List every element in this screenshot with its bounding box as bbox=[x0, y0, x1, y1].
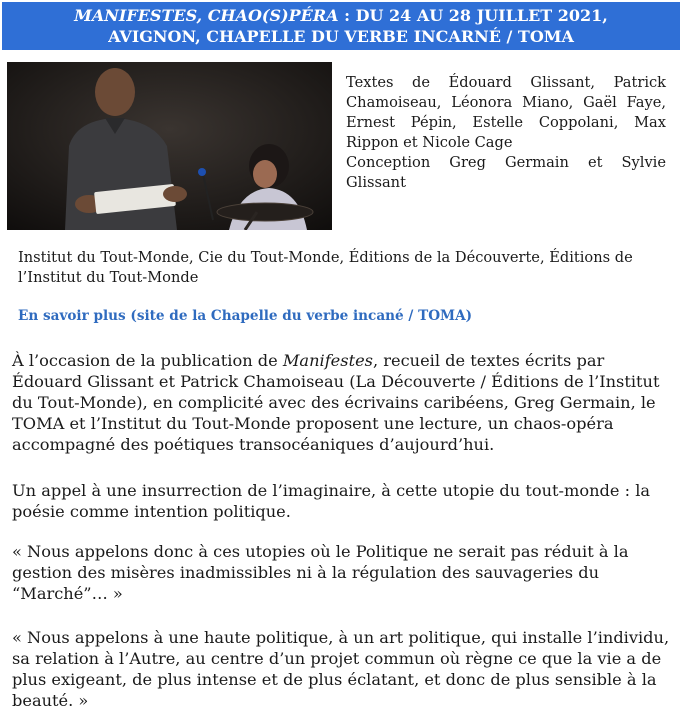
intro-text-a: À l’occasion de la publication de bbox=[12, 351, 283, 370]
header-line-2: AVIGNON, CHAPELLE DU VERBE INCARNÉ / TOMA bbox=[108, 27, 574, 46]
performance-photo bbox=[7, 62, 332, 230]
event-header bbox=[2, 2, 680, 50]
more-info-link[interactable]: En savoir plus (site de la Chapelle du verbe incané / TOMA) bbox=[18, 308, 473, 324]
performance-photo-icon bbox=[7, 62, 332, 230]
intro-title-manifestes: Manifestes bbox=[282, 351, 373, 370]
credits-conception: Conception Greg Germain et Sylvie Glissant bbox=[346, 154, 666, 191]
paragraph-appeal: Un appel à une insurrection de l’imaginaire, à cette utopie du tout-monde : la poésie comme intention politique. bbox=[12, 481, 651, 521]
header-line-1 bbox=[2, 5, 680, 26]
paragraph-quote-2: « Nous appelons à une haute politique, à un art politique, qui installe l’individu, sa relation à l’Autre, au centre d’un projet commun où règne ce que la vie a de plus exigeant, de plus intense et de plus éclatant, et donc de plus sensible à la beauté. » bbox=[12, 628, 670, 710]
paragraph-quote-1: « Nous appelons donc à ces utopies où le Politique ne serait pas réduit à la gestion des misères inadmissibles ni à la régulation des sauvageries du “Marché”… » bbox=[12, 542, 629, 603]
paragraph-intro bbox=[12, 350, 676, 455]
credits-block bbox=[346, 73, 666, 193]
header-title-italic: MANIFESTES, CHAO(S)PÉRA bbox=[74, 6, 339, 25]
header-title-rest: : DU 24 AU 28 JUILLET 2021, bbox=[338, 6, 608, 25]
credits-authors: Textes de Édouard Glissant, Patrick Chamoiseau, Léonora Miano, Gaël Faye, Ernest Pépin, Estelle Coppolani, Max Rippon et Nicole Cage bbox=[346, 74, 666, 151]
intro-text-b: , recueil de textes écrits par Édouard Glissant et Patrick Chamoiseau (La Découverte / Éditions de l’Institut du Tout-Monde), en complicité avec des écrivains caribéens, Greg Germain, le TOMA et l’Institut du Tout-Monde proposent une lecture, un chaos-opéra accompagné des poétiques transocéaniques d’aujourd’hui. bbox=[12, 351, 660, 454]
institute-credits: Institut du Tout-Monde, Cie du Tout-Monde, Éditions de la Découverte, Éditions de l’Institut du Tout-Monde bbox=[18, 249, 633, 286]
